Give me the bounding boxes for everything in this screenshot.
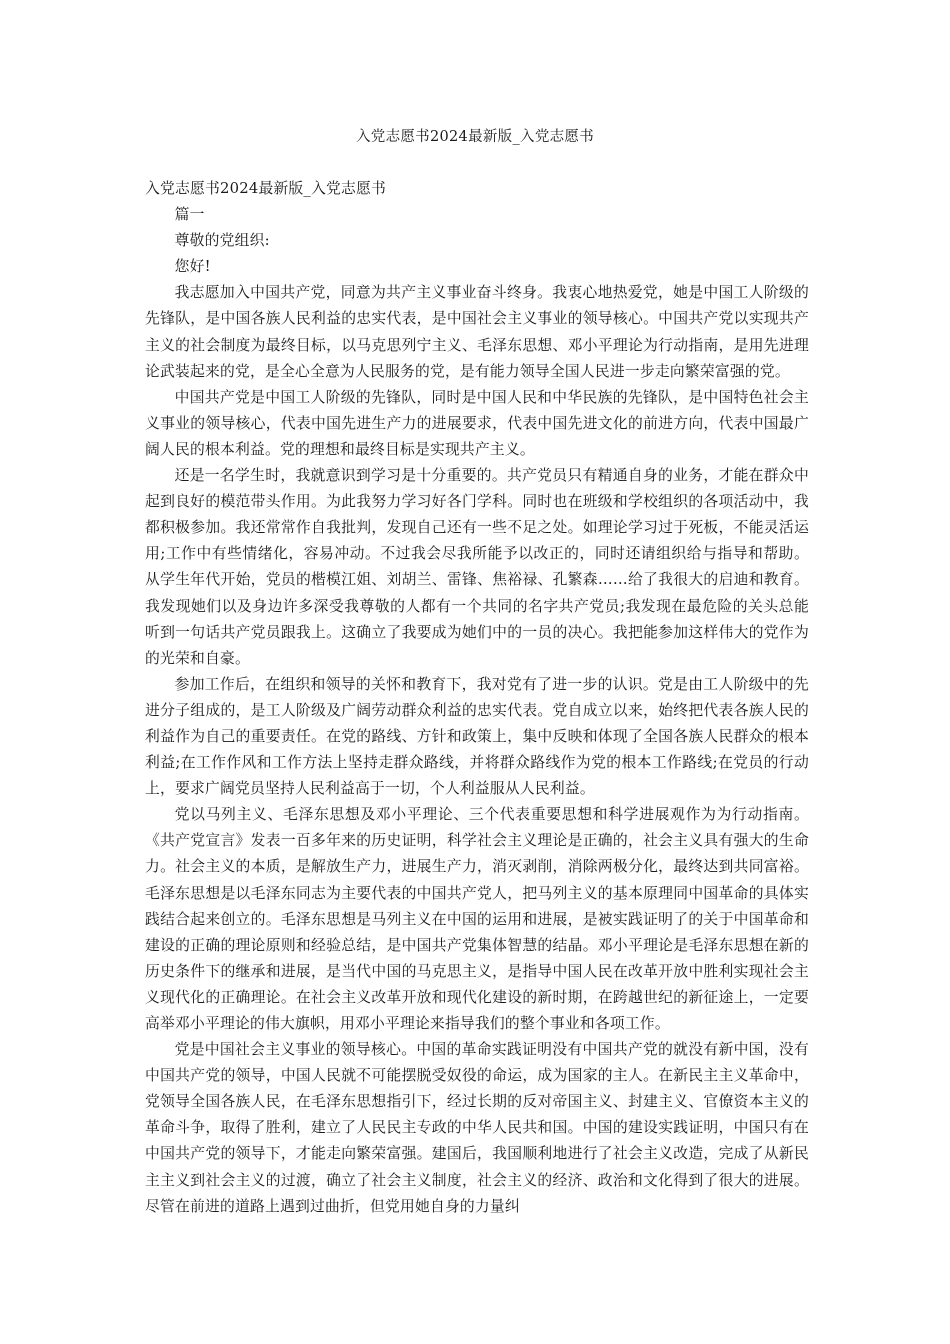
- paragraph: 中国共产党是中国工人阶级的先锋队，同时是中国人民和中华民族的先锋队，是中国特色社会主义事业的领导核心，代表中国先进生产力的进展要求，代表中国先进文化的前进方向，代表中国最广阔人民的根本利益。党的理想和最终目标是实现共产主义。: [145, 388, 809, 458]
- paragraph: 党以马列主义、毛泽东思想及邓小平理论、三个代表重要思想和科学进展观作为为行动指南。《共产党宣言》发表一百多年来的历史证明，科学社会主义理论是正确的，社会主义具有强大的生命力。社会主义的本质，是解放生产力，进展生产力，消灭剥削，消除两极分化，最终达到共同富裕。毛泽东思想是以毛泽东同志为主要代表的中国共产党人，把马列主义的基本原理同中国革命的具体实践结合起来创立的。毛泽东思想是马列主义在中国的运用和进展，是被实践证明了的关于中国革命和建设的正确的理论原则和经验总结，是中国共产党集体智慧的结晶。邓小平理论是毛泽东思想在新的历史条件下的继承和进展，是当代中国的马克思主义，是指导中国人民在改革开放中胜利实现社会主义现代化的正确理论。在社会主义改革开放和现代化建设的新时期，在跨越世纪的新征途上，一定要高举邓小平理论的伟大旗帜，用邓小平理论来指导我们的整个事业和各项工作。: [145, 806, 809, 1032]
- paragraph: 我志愿加入中国共产党，同意为共产主义事业奋斗终身。我衷心地热爱党，她是中国工人阶级的先锋队，是中国各族人民利益的忠实代表，是中国社会主义事业的领导核心。中国共产党以实现共产主义的社会制度为最终目标，以马克思列宁主义、毛泽东思想、邓小平理论为行动指南，是用先进理论武装起来的党，是全心全意为人民服务的党，是有能力领导全国人民进一步走向繁荣富强的党。: [145, 284, 809, 380]
- paragraph: 还是一名学生时，我就意识到学习是十分重要的。共产党员只有精通自身的业务，才能在群众中起到良好的模范带头作用。为此我努力学习好各门学科。同时也在班级和学校组织的各项活动中，我都积极参加。我还常常作自我批判，发现自己还有一些不足之处。如理论学习过于死板，不能灵活运用;工作中有些情绪化，容易冲动。不过我会尽我所能予以改正的，同时还请组织给与指导和帮助。从学生年代开始，党员的楷模江姐、刘胡兰、雷锋、焦裕禄、孔繁森……给了我很大的启迪和教育。我发现她们以及身边许多深受我尊敬的人都有一个共同的名字共产党员;我发现在最危险的关头总能听到一句话共产党员跟我上。这确立了我要成为她们中的一员的决心。我把能参加这样伟大的党作为的光荣和自豪。: [145, 467, 809, 667]
- section-label: 篇一: [174, 206, 205, 224]
- salutation: 尊敬的党组织:: [174, 232, 270, 250]
- paragraph: 党是中国社会主义事业的领导核心。中国的革命实践证明没有中国共产党的就没有新中国，没有中国共产党的领导，中国人民就不可能摆脱受奴役的命运，成为国家的主人。在新民主主义革命中，党领导全国各族人民，在毛泽东思想指引下，经过长期的反对帝国主义、封建主义、官僚资本主义的革命斗争，取得了胜利，建立了人民民主专政的中华人民共和国。中国的建设实践证明，中国只有在中国共产党的领导下，才能走向繁荣富强。建国后，我国顺利地进行了社会主义改造，完成了从新民主主义到社会主义的过渡，确立了社会主义制度，社会主义的经济、政治和文化得到了很大的进展。尽管在前进的道路上遇到过曲折，但党用她自身的力量纠: [145, 1041, 809, 1215]
- greeting: 您好!: [174, 258, 211, 276]
- document-title: 入党志愿书2024最新版_入党志愿书: [145, 180, 387, 197]
- document-body: [145, 176, 809, 1220]
- paragraph: 参加工作后，在组织和领导的关怀和教育下，我对党有了进一步的认识。党是由工人阶级中的先进分子组成的，是工人阶级及广阔劳动群众利益的忠实代表。党自成立以来，始终把代表各族人民的利益作为自己的重要责任。在党的路线、方针和政策上，集中反映和体现了全国各族人民群众的根本利益;在工作作风和工作方法上坚持走群众路线，并将群众路线作为党的根本工作路线;在党员的行动上，要求广阔党员坚持人民利益高于一切，个人利益服从人民利益。: [145, 675, 809, 798]
- header-title: 入党志愿书2024最新版_入党志愿书: [355, 129, 595, 145]
